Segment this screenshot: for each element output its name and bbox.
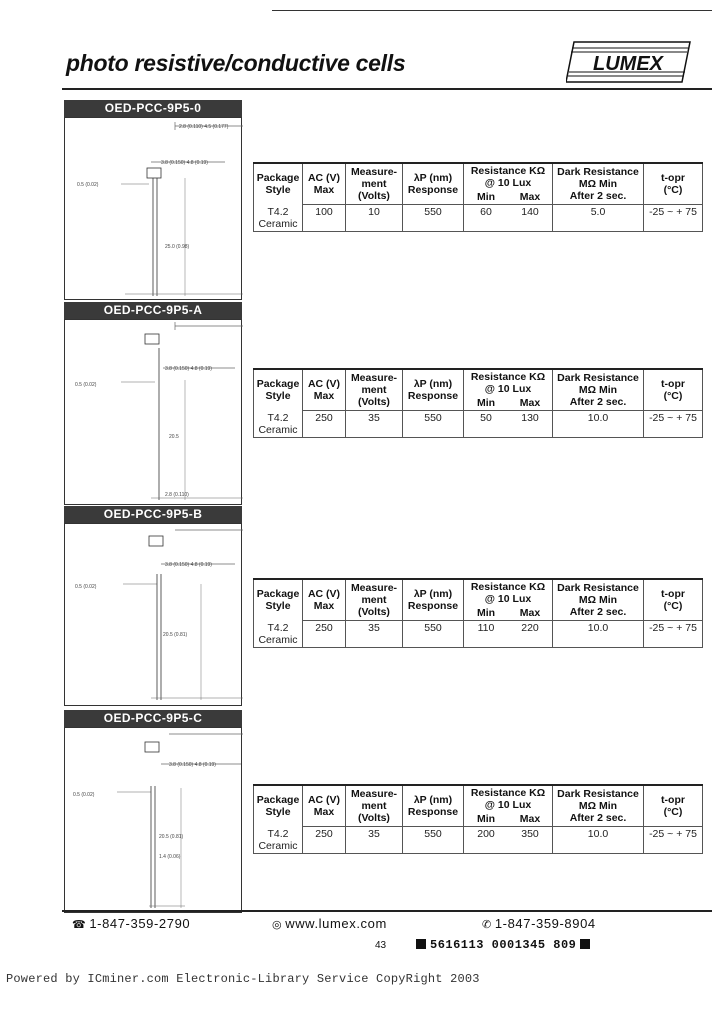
header-text: (Volts) [358, 396, 390, 408]
cell-measurement: 35 [346, 411, 403, 438]
header-text: (°C) [663, 390, 683, 402]
barcode-part: 809 [553, 938, 577, 952]
table-row [254, 621, 703, 648]
header-text: MΩ Min [578, 594, 618, 606]
header-text: Max [313, 600, 335, 612]
website-link[interactable]: www.lumex.com [285, 916, 387, 931]
header-text: ment [361, 384, 387, 396]
barcode-block [580, 939, 590, 949]
col-response [403, 579, 464, 621]
barcode-part: 0001345 [491, 938, 546, 952]
dimension-drawing [65, 728, 243, 914]
col-response [403, 785, 464, 827]
header-text: Package [256, 588, 300, 601]
header-text: Max [313, 390, 335, 402]
header-text: λP (nm) [413, 588, 453, 600]
col-topr [644, 579, 703, 621]
cell-dark: 10.0 [553, 411, 644, 438]
header-text: MΩ Min [578, 800, 618, 812]
svg-text:3.8 (0.150) 4.8 (0.19): 3.8 (0.150) 4.8 (0.19) [169, 762, 216, 768]
header-text: Package [256, 172, 300, 185]
cell-res-max: 350 [508, 827, 553, 854]
svg-text:3.8 (0.150) 4.8 (0.19): 3.8 (0.150) 4.8 (0.19) [165, 366, 212, 372]
header-text: (Volts) [358, 812, 390, 824]
spec-table [253, 368, 703, 438]
col-measurement [346, 369, 403, 411]
col-topr [644, 369, 703, 411]
col-measurement [346, 785, 403, 827]
svg-text:3.8 (0.150) 4.8 (0.19): 3.8 (0.150) 4.8 (0.19) [161, 160, 208, 166]
col-res-max: Max [508, 396, 553, 411]
dimension-drawing [65, 118, 243, 301]
header-text: t-opr [661, 378, 685, 390]
dimension-drawing [65, 524, 243, 707]
col-topr [644, 163, 703, 205]
svg-text:0.5 (0.02): 0.5 (0.02) [73, 792, 95, 798]
svg-text:2.8 (0.110): 2.8 (0.110) [165, 492, 189, 498]
header-text: Dark Resistance [557, 788, 639, 800]
header-text: MΩ Min [578, 178, 618, 190]
col-measurement [346, 579, 403, 621]
spec-table [253, 162, 703, 232]
header-text: Measure- [350, 582, 398, 594]
header-text: Style [265, 184, 291, 197]
barcode-part: 5616113 [430, 938, 484, 952]
col-response [403, 369, 464, 411]
cell-package [254, 205, 303, 232]
header-text: t-opr [661, 172, 685, 184]
header-text: λP (nm) [413, 378, 453, 390]
cell-res-max: 140 [508, 205, 553, 232]
cell-text: T4.2 [267, 205, 289, 218]
header-text: AC (V) [307, 172, 341, 184]
header-text: Resistance KΩ [470, 581, 546, 593]
col-dark [553, 579, 644, 621]
cell-response: 550 [403, 411, 464, 438]
page-number: 43 [375, 940, 387, 951]
header-text: Response [407, 390, 459, 402]
header-text: λP (nm) [413, 794, 453, 806]
cell-res-min: 110 [464, 621, 509, 648]
globe-icon: ◎ [272, 919, 283, 931]
part-label: OED-PCC-9P5-A [64, 302, 242, 319]
col-package [254, 579, 303, 621]
svg-text:20.5 (0.81): 20.5 (0.81) [159, 834, 184, 840]
header-text: Dark Resistance [557, 372, 639, 384]
footer-fax [482, 916, 596, 931]
cell-ac: 250 [303, 621, 346, 648]
barcode-line [412, 938, 594, 952]
cell-package [254, 411, 303, 438]
col-ac [303, 579, 346, 621]
col-dark [553, 163, 644, 205]
footer-phone [72, 916, 190, 931]
cell-measurement: 35 [346, 827, 403, 854]
header-text: @ 10 Lux [484, 799, 532, 811]
col-res-max: Max [508, 190, 553, 205]
logo-text: LUMEX [593, 53, 663, 75]
header-text: MΩ Min [578, 384, 618, 396]
cell-text: Ceramic [258, 633, 298, 646]
header-text: ment [361, 178, 387, 190]
cell-text: T4.2 [267, 827, 289, 840]
col-dark [553, 369, 644, 411]
cell-text: T4.2 [267, 411, 289, 424]
col-res-max: Max [508, 812, 553, 827]
col-package [254, 785, 303, 827]
header-text: After 2 sec. [569, 606, 627, 618]
cell-package [254, 621, 303, 648]
cell-dark: 10.0 [553, 621, 644, 648]
header-text: @ 10 Lux [484, 383, 532, 395]
spec-table [253, 784, 703, 854]
cell-text: Ceramic [258, 839, 298, 852]
header-text: ment [361, 594, 387, 606]
svg-text:0.5 (0.02): 0.5 (0.02) [77, 182, 99, 188]
svg-text:0.5 (0.02): 0.5 (0.02) [75, 382, 97, 388]
phone-icon: ☎ [72, 919, 87, 931]
cell-res-min: 50 [464, 411, 509, 438]
cell-response: 550 [403, 621, 464, 648]
footer-web [272, 916, 387, 931]
col-resistance [464, 369, 553, 396]
cell-text: T4.2 [267, 621, 289, 634]
col-package [254, 369, 303, 411]
cell-dark: 10.0 [553, 827, 644, 854]
table-row [254, 205, 703, 232]
header-text: (Volts) [358, 190, 390, 202]
phone-number: 1-847-359-2790 [89, 916, 191, 931]
svg-text:3.8 (0.150) 4.8 (0.19): 3.8 (0.150) 4.8 (0.19) [165, 562, 212, 568]
title-rule [62, 88, 712, 90]
part-drawing [64, 523, 242, 706]
header-text: Response [407, 806, 459, 818]
table-row [254, 411, 703, 438]
header-text: Package [256, 794, 300, 807]
header-text: λP (nm) [413, 172, 453, 184]
header-text: Resistance KΩ [470, 787, 546, 799]
table-row [254, 827, 703, 854]
header-text: After 2 sec. [569, 812, 627, 824]
header-text: Resistance KΩ [470, 371, 546, 383]
cell-ac: 250 [303, 827, 346, 854]
header-text: Max [313, 184, 335, 196]
header-text: AC (V) [307, 794, 341, 806]
col-res-min: Min [464, 606, 509, 621]
cell-ac: 100 [303, 205, 346, 232]
col-ac [303, 369, 346, 411]
lumex-logo [566, 38, 696, 86]
cell-res-min: 200 [464, 827, 509, 854]
col-res-min: Min [464, 190, 509, 205]
page-title: photo resistive/conductive cells [66, 50, 406, 76]
cell-res-max: 130 [508, 411, 553, 438]
cell-package [254, 827, 303, 854]
header-text: Measure- [350, 166, 398, 178]
header-text: (°C) [663, 184, 683, 196]
part-label: OED-PCC-9P5-C [64, 710, 242, 727]
svg-text:20.5: 20.5 [169, 434, 179, 440]
header-text: t-opr [661, 588, 685, 600]
cell-measurement: 35 [346, 621, 403, 648]
header-text: Resistance KΩ [470, 165, 546, 177]
part-drawing [64, 117, 242, 300]
dimension-drawing [65, 320, 243, 506]
cell-topr: -25 ~ + 75 [644, 621, 703, 648]
col-measurement [346, 163, 403, 205]
header-text: Response [407, 184, 459, 196]
part-label: OED-PCC-9P5-0 [64, 100, 242, 117]
part-drawing [64, 319, 242, 505]
cell-text: Ceramic [258, 217, 298, 230]
cell-response: 550 [403, 205, 464, 232]
header-text: AC (V) [307, 588, 341, 600]
header-text: Dark Resistance [557, 166, 639, 178]
cell-res-min: 60 [464, 205, 509, 232]
svg-text:20.5 (0.81): 20.5 (0.81) [163, 632, 188, 638]
col-res-min: Min [464, 812, 509, 827]
col-package [254, 163, 303, 205]
cell-measurement: 10 [346, 205, 403, 232]
col-ac [303, 785, 346, 827]
header-text: Measure- [350, 788, 398, 800]
svg-text:2.8 (0.110) 4.5 (0.177): 2.8 (0.110) 4.5 (0.177) [179, 124, 229, 130]
col-resistance [464, 579, 553, 606]
cell-text: Ceramic [258, 423, 298, 436]
header-text: t-opr [661, 794, 685, 806]
col-ac [303, 163, 346, 205]
cell-topr: -25 ~ + 75 [644, 205, 703, 232]
header-text: Package [256, 378, 300, 391]
header-text: @ 10 Lux [484, 177, 532, 189]
col-res-max: Max [508, 606, 553, 621]
fax-number: 1-847-359-8904 [494, 916, 596, 931]
header-text: Style [265, 390, 291, 403]
header-text: Measure- [350, 372, 398, 384]
part-label: OED-PCC-9P5-B [64, 506, 242, 523]
svg-text:0.5 (0.02): 0.5 (0.02) [75, 584, 97, 590]
cell-ac: 250 [303, 411, 346, 438]
cell-response: 550 [403, 827, 464, 854]
top-rule [272, 10, 712, 11]
part-drawing [64, 727, 242, 913]
powered-by-notice: Powered by ICminer.com Electronic-Library Service CopyRight 2003 [6, 972, 480, 986]
header-text: ment [361, 800, 387, 812]
col-resistance [464, 163, 553, 190]
svg-text:1.4 (0.06): 1.4 (0.06) [159, 854, 181, 860]
spec-table [253, 578, 703, 648]
cell-res-max: 220 [508, 621, 553, 648]
cell-topr: -25 ~ + 75 [644, 411, 703, 438]
footer-rule [62, 910, 712, 912]
header-text: Style [265, 600, 291, 613]
col-resistance [464, 785, 553, 812]
fax-icon: ✆ [482, 919, 492, 931]
barcode-block [416, 939, 426, 949]
cell-dark: 5.0 [553, 205, 644, 232]
header-text: Dark Resistance [557, 582, 639, 594]
header-text: AC (V) [307, 378, 341, 390]
header-text: After 2 sec. [569, 190, 627, 202]
cell-topr: -25 ~ + 75 [644, 827, 703, 854]
col-res-min: Min [464, 396, 509, 411]
col-response [403, 163, 464, 205]
header-text: Style [265, 806, 291, 819]
header-text: (Volts) [358, 606, 390, 618]
header-text: (°C) [663, 806, 683, 818]
svg-text:25.0 (0.98): 25.0 (0.98) [165, 244, 190, 250]
col-dark [553, 785, 644, 827]
header-text: (°C) [663, 600, 683, 612]
header-text: After 2 sec. [569, 396, 627, 408]
header-text: @ 10 Lux [484, 593, 532, 605]
header-text: Max [313, 806, 335, 818]
col-topr [644, 785, 703, 827]
header-text: Response [407, 600, 459, 612]
